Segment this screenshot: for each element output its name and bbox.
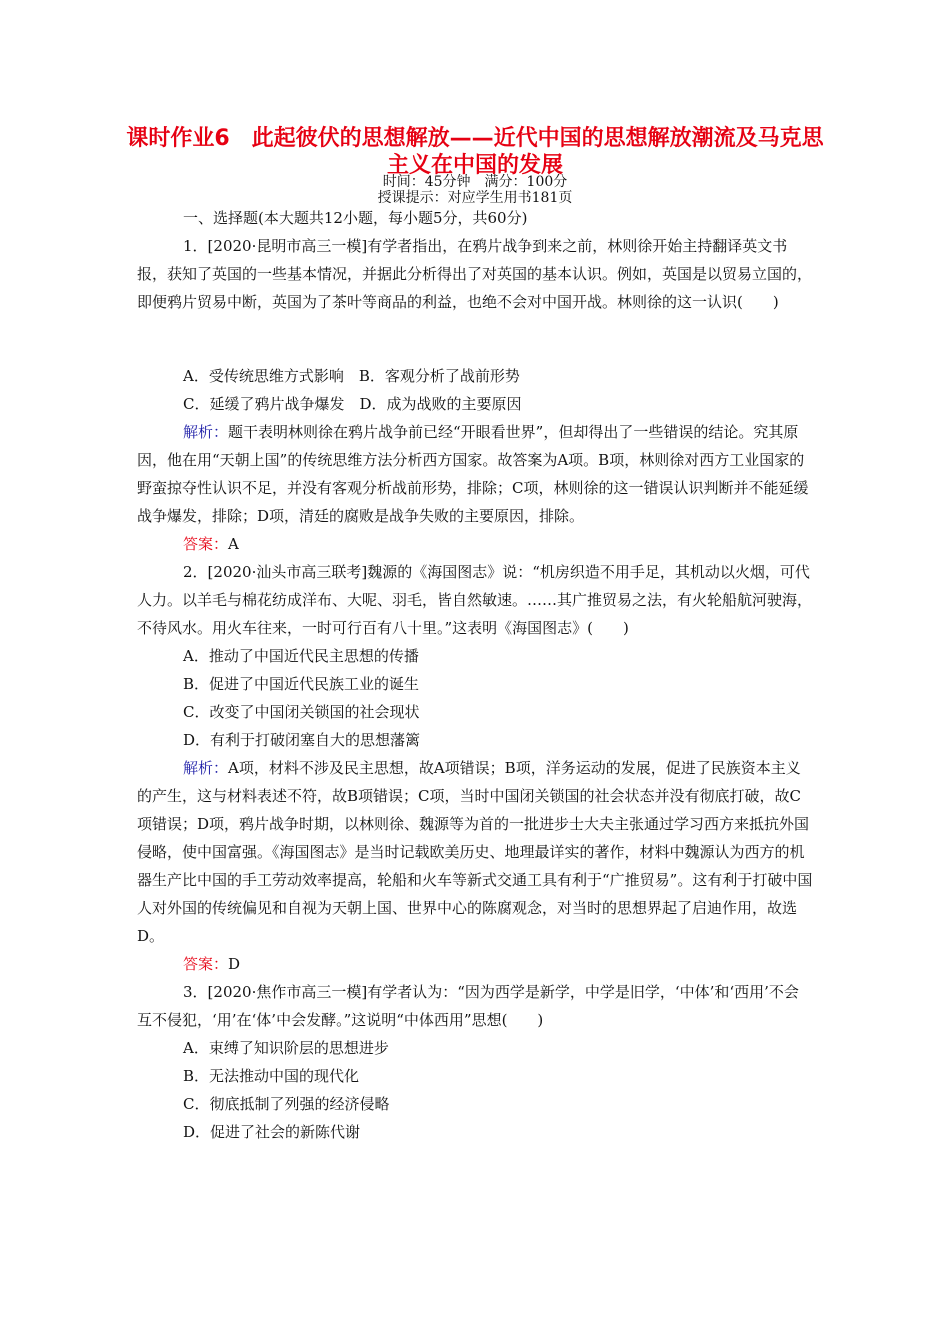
time-score: 时间：45分钟 满分：100分 [382, 174, 568, 190]
question-1-answer [137, 530, 813, 558]
question-2-option: A．推动了中国近代民主思想的传播 [183, 647, 419, 665]
analysis-text: A项，材料不涉及民主思想，故A项错误；B项，洋务运动的发展，促进了民族资本主义的产生，这与材料表述不符，故B项错误；C项，当时中国闭关锁国的社会状态并没有彻底打破，故C项错误；D项，鸦片战争时期，以林则徐、魏源等为首的一批进步士大夫主张通过学习西方来抵抗外国侵略，使中国富强。《海国图志》是当时记载欧美历史、地理最详实的著作，材料中魏源认为西方的机器生产比中国的手工劳动效率提高，轮船和火车等新式交通工具有利于“广推贸易”。这有利于打破中国人对外国的传统偏见和自视为天朝上国、世界中心的陈腐观念，对当时的思想界起了启迪作用，故选D。 [137, 759, 813, 945]
answer-value: D [228, 955, 241, 973]
question-2-option: B．促进了中国近代民族工业的诞生 [183, 675, 420, 693]
question-1-option-row: C．延缓了鸦片战争爆发 D．成为战败的主要原因 [183, 395, 522, 413]
answer-label: 答案： [183, 955, 229, 973]
question-2-option: D．有利于打破闭塞自大的思想藩篱 [183, 731, 421, 749]
page-title: 课时作业6 此起彼伏的思想解放——近代中国的思想解放潮流及马克思主义在中国的发展 [126, 126, 824, 178]
analysis-text: 题干表明林则徐在鸦片战争前已经“开眼看世界”，但却得出了一些错误的结论。究其原因，他在用“天朝上国”的传统思维方法分析西方国家。故答案为A项。B项，林则徐对西方工业国家的野蛮掠夺性认识不足，并没有客观分析战前形势，排除；C项，林则徐的这一错误认识判断并不能延缓战争爆发，排除；D项，清廷的腐败是战争失败的主要原因，排除。 [137, 423, 809, 525]
question-1-option-row: A．受传统思维方式影响 B．客观分析了战前形势 [183, 367, 520, 385]
question-2-analysis [137, 754, 813, 950]
question-1-stem: 1．[2020·昆明市高三一模]有学者指出，在鸦片战争到来之前，林则徐开始主持翻译英文书报，获知了英国的一些基本情况，并据此分析得出了对英国的基本认识。例如，英国是以贸易立国的，即便鸦片贸易中断，英国为了茶叶等商品的利益，也绝不会对中国开战。林则徐的这一认识( ) [137, 237, 813, 311]
question-3-stem: 3．[2020·焦作市高三一模]有学者认为：“因为西学是新学，中学是旧学，‘中体’和‘西用’不会互不侵犯，‘用’在‘体’中会发酵。”这说明“中体西用”思想( ) [137, 983, 799, 1029]
question-2-option: C．改变了中国闭关锁国的社会现状 [183, 703, 420, 721]
question-2-answer [137, 950, 813, 978]
question-3-option: D．促进了社会的新陈代谢 [183, 1123, 361, 1141]
question-content [137, 204, 813, 1146]
analysis-label: 解析： [183, 759, 229, 777]
question-1-analysis [137, 418, 813, 530]
section-heading: 一、选择题(本大题共12小题，每小题5分，共60分) [183, 209, 528, 227]
question-3-option: A．束缚了知识阶层的思想进步 [183, 1039, 389, 1057]
question-3-option: C．彻底抵制了列强的经济侵略 [183, 1095, 390, 1113]
analysis-label: 解析： [183, 423, 229, 441]
lesson-hint: 授课提示：对应学生用书181页 [377, 190, 573, 206]
answer-value: A [228, 535, 239, 553]
question-2-stem: 2．[2020·汕头市高三联考]魏源的《海国图志》说：“机房织造不用手足，其机动以火烟，可代人力。以羊毛与棉花纺成洋布、大呢、羽毛，皆自然敏速。……其广推贸易之法，有火轮船航河驶海，不待风水。用火车往来，一时可行百有八十里。”这表明《海国图志》( ) [137, 563, 813, 637]
answer-label: 答案： [183, 535, 229, 553]
question-3-option: B．无法推动中国的现代化 [183, 1067, 360, 1085]
